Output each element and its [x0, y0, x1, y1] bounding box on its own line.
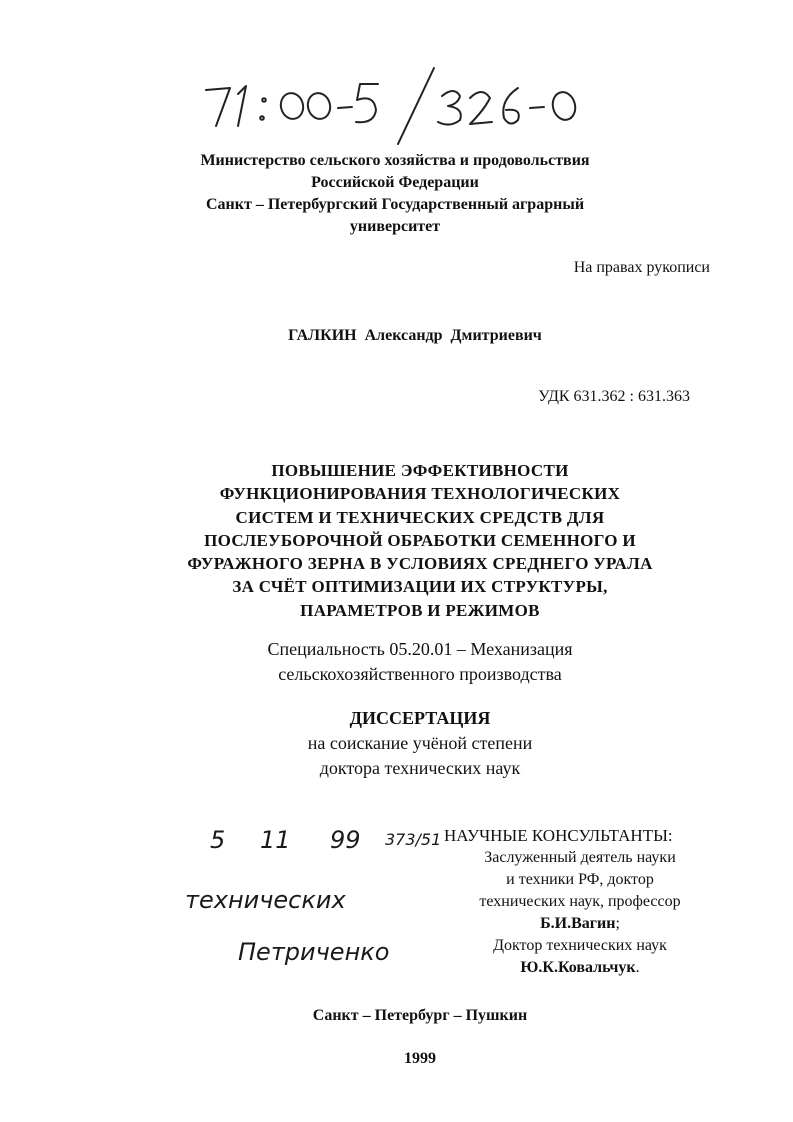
- degree-block: [150, 706, 690, 781]
- handwritten-day: 5: [210, 826, 226, 854]
- handwritten-signature: Петриченко: [238, 938, 390, 966]
- ministry-line-4: университет: [349, 218, 441, 235]
- dissertation-heading: ДИССЕРТАЦИЯ: [349, 708, 491, 728]
- consultants-heading: НАУЧНЫЕ КОНСУЛЬТАНТЫ:: [444, 826, 673, 845]
- consultant-title-line-3: технических наук, профессор: [479, 893, 681, 910]
- specialty-line-1: Специальность 05.20.01 – Механизация: [267, 639, 573, 659]
- title-line: ФУРАЖНОГО ЗЕРНА В УСЛОВИЯХ СРЕДНЕГО УРАЛА: [187, 554, 653, 574]
- title-line: ПОВЫШЕНИЕ ЭФФЕКТИВНОСТИ: [271, 461, 569, 480]
- ministry-line-1: Министерство сельского хозяйства и продовольствия: [200, 152, 590, 169]
- rights-note: На правах рукописи: [573, 259, 710, 276]
- ministry-line-2: Российской Федерации: [311, 174, 479, 191]
- handwritten-number: 373/51: [385, 830, 442, 849]
- ministry-header: [150, 150, 640, 238]
- title-line: ПОСЛЕУБОРОЧНОЙ ОБРАБОТКИ СЕМЕННОГО И: [204, 530, 636, 550]
- consultant-2-name: Ю.К.Ковальчук: [520, 959, 636, 976]
- year: 1999: [404, 1050, 436, 1067]
- title-line: ФУНКЦИОНИРОВАНИЯ ТЕХНОЛОГИЧЕСКИХ: [219, 484, 621, 504]
- dissertation-title: [100, 459, 740, 622]
- specialty-block: [150, 637, 690, 687]
- consultant-title-line-1: Заслуженный деятель науки: [484, 849, 676, 866]
- city: Санкт – Петербург – Пушкин: [312, 1007, 528, 1024]
- consultant-1-suffix: ;: [615, 915, 620, 932]
- handwritten-registration: [210, 826, 450, 860]
- degree-line-1: на соискание учёной степени: [307, 733, 533, 753]
- scientific-consultants: [430, 825, 730, 979]
- title-line: ЗА СЧЁТ ОПТИМИЗАЦИИ ИХ СТРУКТУРЫ,: [232, 577, 608, 597]
- handwritten-word: технических: [185, 886, 346, 914]
- specialty-line-2: сельскохозяйственного производства: [278, 664, 562, 684]
- consultant-title-line-2: и техники РФ, доктор: [506, 871, 654, 888]
- title-line: СИСТЕМ И ТЕХНИЧЕСКИХ СРЕДСТВ ДЛЯ: [235, 507, 605, 527]
- title-line: ПАРАМЕТРОВ И РЕЖИМОВ: [300, 600, 540, 620]
- ministry-line-3: Санкт – Петербургский Государственный аграрный: [205, 196, 585, 213]
- handwritten-month: 11: [260, 826, 291, 854]
- handwritten-year: 99: [330, 826, 361, 854]
- consultant-1: [430, 913, 730, 935]
- udk-code: УДК 631.362 : 631.363: [538, 388, 690, 405]
- handwritten-archive-code: [192, 62, 592, 152]
- consultant-2: [430, 957, 730, 979]
- author-name: ГАЛКИН Александр Дмитриевич: [288, 327, 542, 344]
- consultant-2-suffix: .: [635, 959, 640, 976]
- consultant-1-name: Б.И.Вагин: [540, 915, 616, 932]
- degree-line-2: доктора технических наук: [319, 758, 521, 778]
- consultant-title-line-4: Доктор технических наук: [493, 937, 667, 954]
